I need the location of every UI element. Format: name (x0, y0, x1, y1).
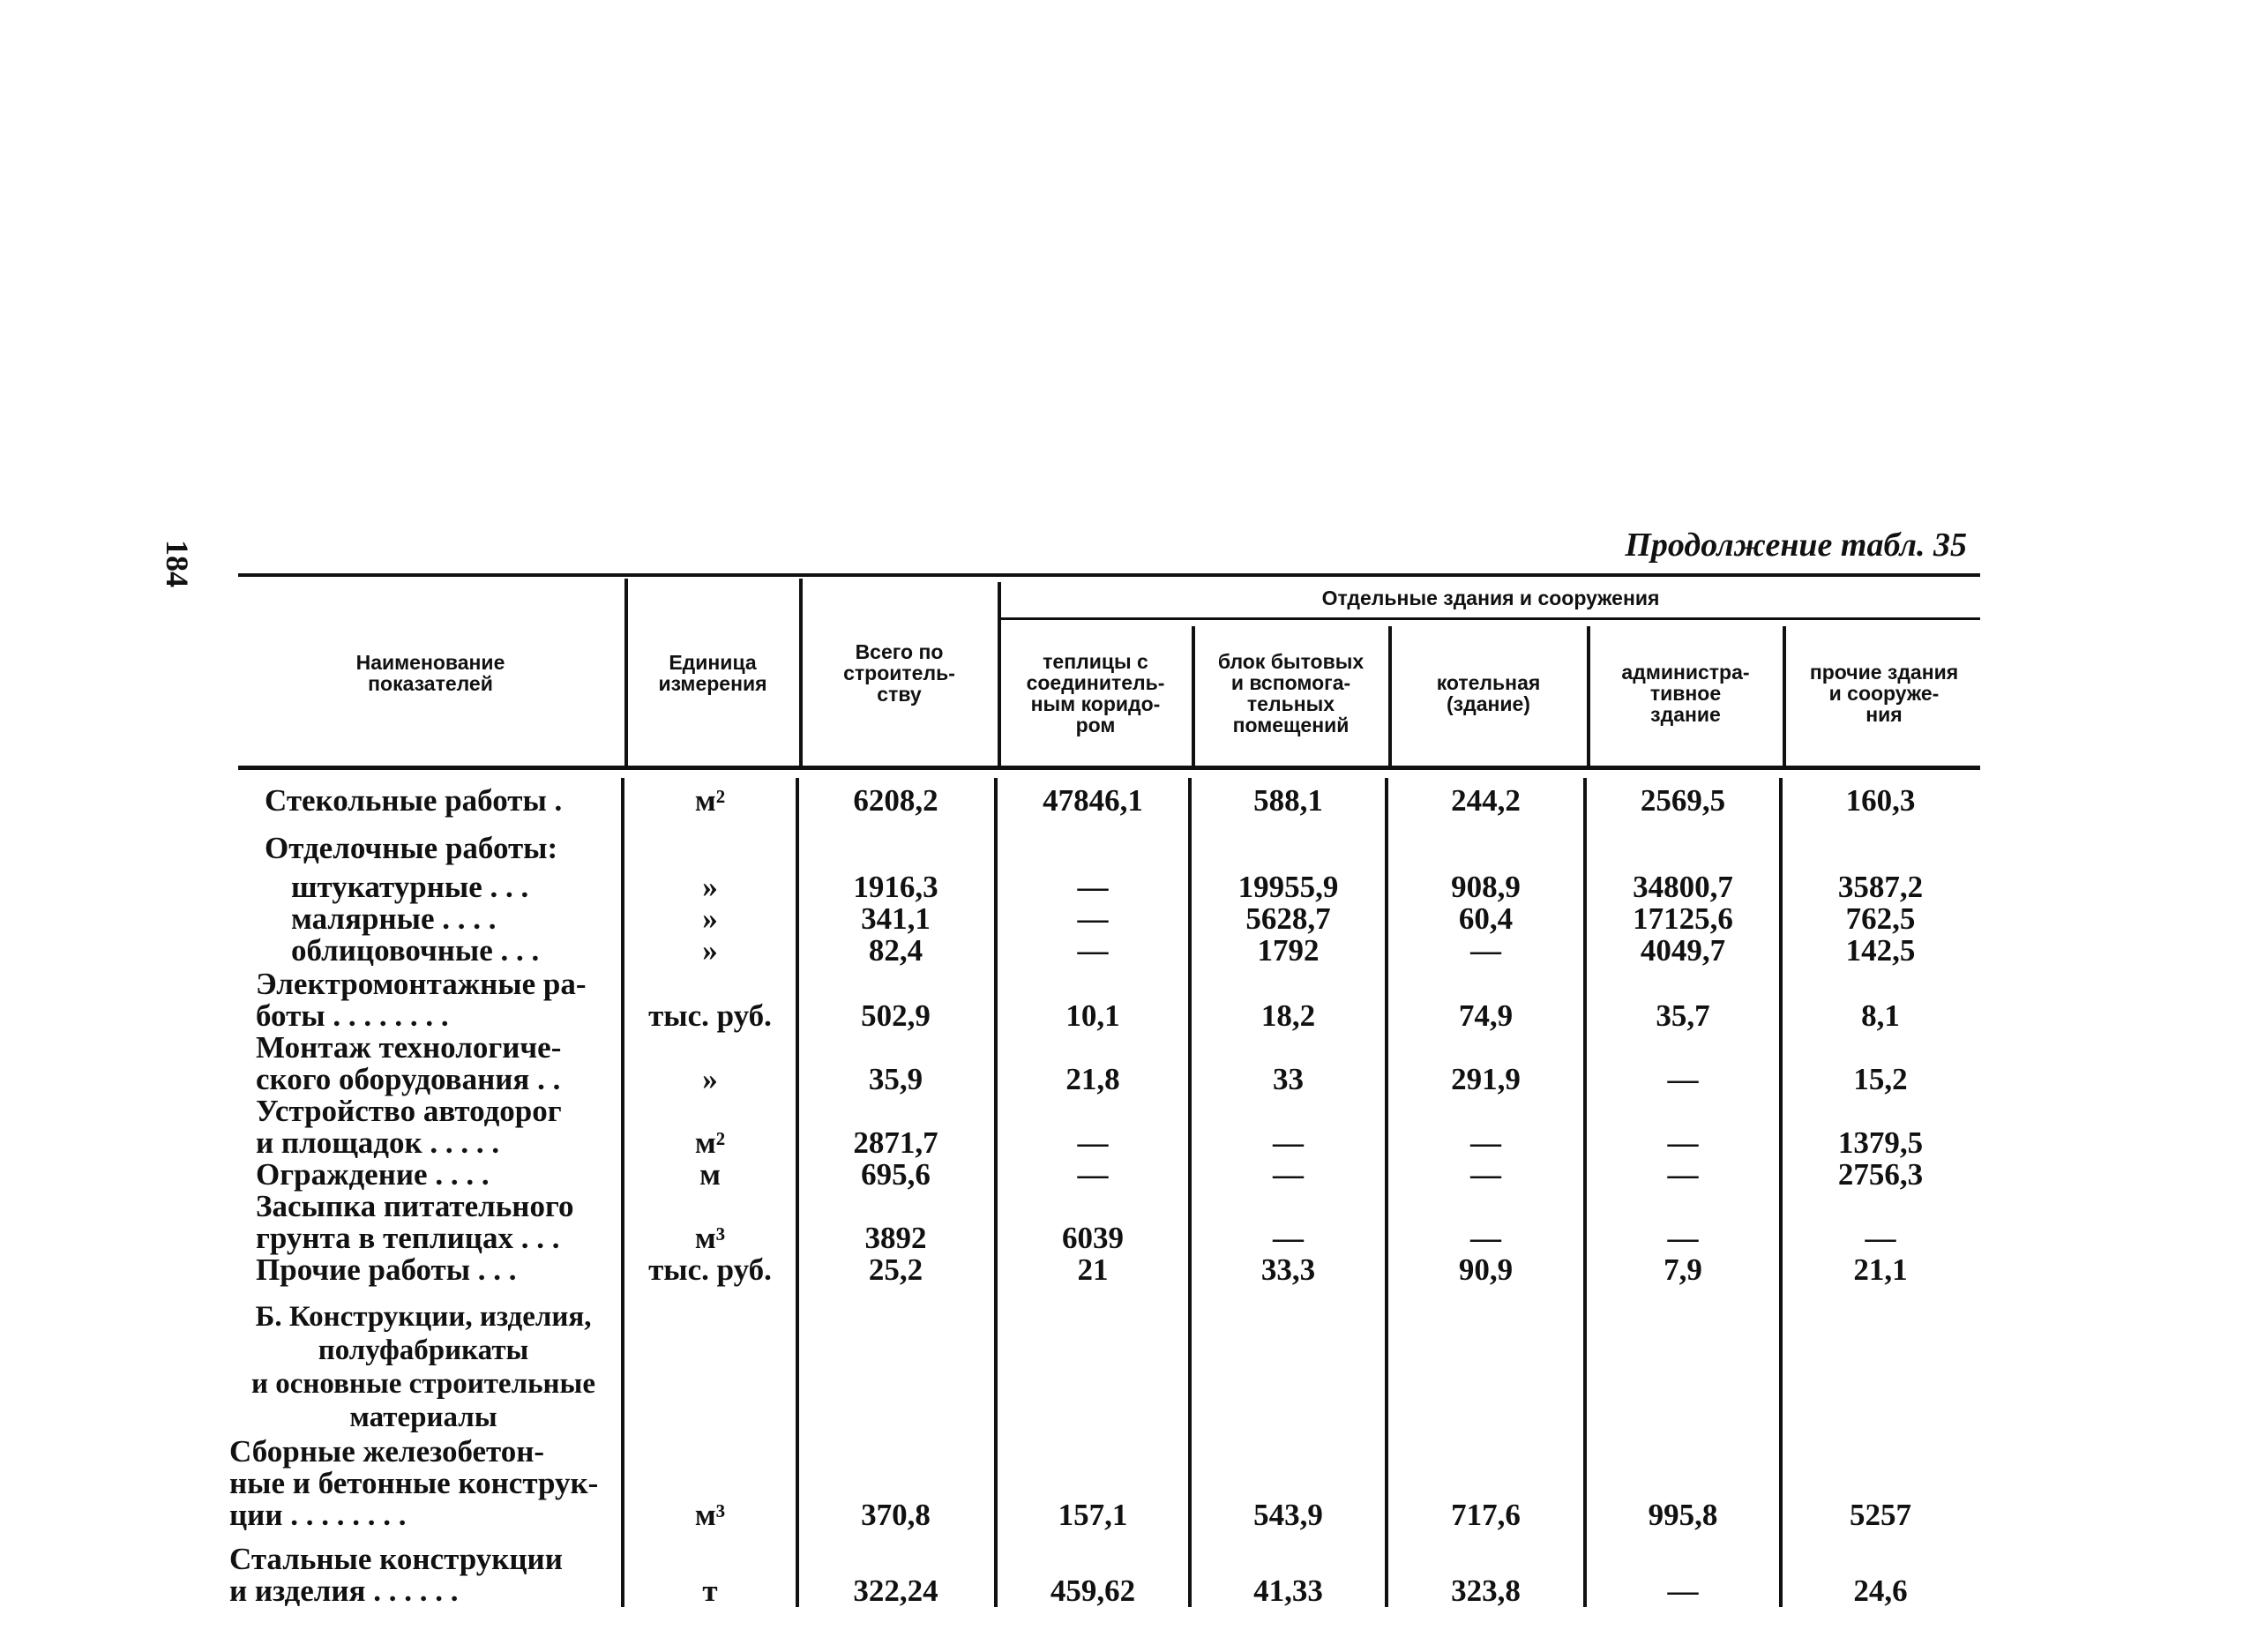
row-total: 1916,3 (853, 870, 938, 904)
row-total: 322,24 (853, 1574, 938, 1608)
row-c4: 995,8 (1648, 1498, 1718, 1532)
row-c4: — (1667, 1062, 1699, 1096)
row-c5: 3587,2 (1837, 870, 1924, 904)
row-c1: — (1077, 870, 1109, 904)
top-rule (238, 573, 1980, 577)
row-total: 2871,7 (853, 1125, 938, 1160)
row-total: 695,6 (861, 1157, 931, 1192)
row-name: Электромонтажные ра- боты . . . . . . . . (256, 967, 587, 1033)
table-row (229, 776, 1976, 817)
row-c4: 17125,6 (1633, 901, 1733, 936)
row-name: Ограждение . . . . (256, 1157, 490, 1192)
row-c5: 5257 (1850, 1498, 1911, 1532)
table-row (229, 935, 1976, 967)
row-name: Стальные конструкции и изделия . . . . . . (229, 1542, 563, 1608)
row-c5: 8,1 (1861, 998, 1900, 1033)
table-row (229, 1436, 1976, 1531)
row-c3: — (1470, 933, 1501, 968)
row-total: 82,4 (868, 933, 923, 968)
row-name: Монтаж технологиче- ского оборудования . . (256, 1030, 562, 1096)
table-row (229, 1191, 1976, 1254)
row-unit: » (702, 933, 718, 968)
row-c5: 24,6 (1853, 1574, 1908, 1608)
header-utility-block: блок бытовых и вспомога- тельных помещений (1217, 650, 1365, 736)
row-c2: 41,33 (1253, 1574, 1323, 1608)
header-greenhouses: теплицы с соединитель- ным коридо- ром (1026, 650, 1165, 736)
row-unit: м (699, 1157, 721, 1192)
row-c2: 33,3 (1260, 1252, 1316, 1287)
row-c5: 2756,3 (1837, 1157, 1924, 1192)
header-admin-building: администра- тивное здание (1621, 661, 1750, 726)
row-c5: 21,1 (1853, 1252, 1908, 1287)
row-c2: 588,1 (1253, 783, 1323, 818)
row-unit: т (702, 1574, 718, 1608)
row-c4: 4049,7 (1640, 933, 1726, 968)
row-c1: 6039 (1062, 1221, 1124, 1255)
row-name: штукатурные . . . (291, 870, 529, 904)
row-c4: — (1667, 1221, 1699, 1255)
row-c2: — (1273, 1157, 1304, 1192)
row-c1: — (1077, 1125, 1109, 1160)
row-name: Прочие работы . . . (256, 1252, 517, 1287)
row-c1: — (1077, 933, 1109, 968)
row-c2: 5628,7 (1245, 901, 1331, 936)
row-c4: 7,9 (1664, 1252, 1702, 1287)
row-c3: 60,4 (1458, 901, 1514, 936)
row-c3: — (1470, 1125, 1501, 1160)
group-rule (1001, 617, 1980, 620)
row-unit: м³ (694, 1498, 726, 1532)
header-bottom-rule (238, 766, 1980, 770)
header-total: Всего по строитель- ству (843, 639, 955, 706)
row-c1: — (1077, 1157, 1109, 1192)
row-c2: 18,2 (1260, 998, 1316, 1033)
row-unit: » (702, 1062, 718, 1096)
row-c2: 33 (1273, 1062, 1304, 1096)
row-c1: 47846,1 (1043, 783, 1143, 818)
row-c4: — (1667, 1157, 1699, 1192)
row-c3: 908,9 (1451, 870, 1521, 904)
table-row (229, 1254, 1976, 1286)
row-c3: — (1470, 1221, 1501, 1255)
header-other-buildings: прочие здания и сооруже- ния (1809, 661, 1959, 726)
row-total: 502,9 (861, 998, 931, 1033)
row-c1: 21 (1077, 1252, 1109, 1287)
row-c5: 15,2 (1853, 1062, 1908, 1096)
row-c1: 459,62 (1050, 1574, 1136, 1608)
row-total: 6208,2 (853, 783, 938, 818)
page-number: 184 (160, 540, 195, 587)
row-total: 25,2 (868, 1252, 923, 1287)
row-c3: 717,6 (1451, 1498, 1521, 1532)
row-c3: 323,8 (1451, 1574, 1521, 1608)
row-c2: — (1273, 1221, 1304, 1255)
header-unit: Единица измерения (658, 650, 767, 695)
table-row (229, 1544, 1976, 1607)
row-unit: тыс. руб. (648, 1252, 772, 1287)
row-c2: 1792 (1257, 933, 1320, 968)
section-b-title: Б. Конструкции, изделия, полуфабрикаты и основные строительные материалы (251, 1301, 595, 1433)
row-c4: — (1667, 1125, 1699, 1160)
row-c3: 90,9 (1458, 1252, 1514, 1287)
row-unit: » (702, 901, 718, 936)
row-c5: 142,5 (1845, 933, 1916, 968)
table-row (229, 824, 1976, 864)
row-c1: 10,1 (1065, 998, 1120, 1033)
row-c4: 2569,5 (1640, 783, 1726, 818)
table-row (229, 1159, 1976, 1191)
row-name: Стекольные работы . (265, 783, 563, 818)
table-row (229, 1032, 1976, 1095)
row-total: 35,9 (868, 1062, 923, 1096)
row-c3: 291,9 (1451, 1062, 1521, 1096)
row-c1: 157,1 (1058, 1498, 1128, 1532)
header-name: Наименование показателей (355, 650, 505, 695)
row-total: 341,1 (861, 901, 931, 936)
row-unit: тыс. руб. (648, 998, 772, 1033)
row-total: 370,8 (861, 1498, 931, 1532)
row-unit: м² (694, 783, 726, 818)
row-unit: м³ (694, 1221, 726, 1255)
table-caption: Продолжение табл. 35 (1625, 527, 1967, 564)
row-name: Сборные железобетон- ные и бетонные конструк- ции . . . . . . . . (229, 1434, 599, 1532)
header-group: Отдельные здания и сооружения (1321, 587, 1660, 609)
row-c3: — (1470, 1157, 1501, 1192)
row-c4: 35,7 (1656, 998, 1710, 1033)
row-c4: — (1667, 1574, 1699, 1608)
row-c5: 1379,5 (1837, 1125, 1924, 1160)
row-c2: — (1273, 1125, 1304, 1160)
row-c3: 74,9 (1458, 998, 1514, 1033)
row-c5: 160,3 (1845, 783, 1916, 818)
row-c2: 19955,9 (1237, 870, 1339, 904)
row-name: Отделочные работы: (265, 831, 558, 865)
table-row (229, 1095, 1976, 1159)
row-unit: м² (694, 1125, 726, 1160)
row-name: облицовочные . . . (291, 933, 540, 968)
table-row (229, 968, 1976, 1032)
row-name: Засыпка питательного грунта в теплицах . . . (256, 1189, 574, 1255)
row-total: 3892 (864, 1221, 927, 1255)
row-name: Устройство автодорог и площадок . . . . . (256, 1094, 562, 1160)
header-boiler-house: котельная (здание) (1436, 671, 1541, 715)
row-c1: 21,8 (1065, 1062, 1120, 1096)
row-c3: 244,2 (1451, 783, 1521, 818)
row-c5: 762,5 (1845, 901, 1916, 936)
table-row (229, 903, 1976, 935)
row-c4: 34800,7 (1633, 870, 1733, 904)
row-name: малярные . . . . (291, 901, 497, 936)
row-c1: — (1077, 901, 1109, 936)
table-row (229, 871, 1976, 903)
row-c2: 543,9 (1253, 1498, 1323, 1532)
row-unit: » (702, 870, 718, 904)
row-c5: — (1865, 1221, 1896, 1255)
